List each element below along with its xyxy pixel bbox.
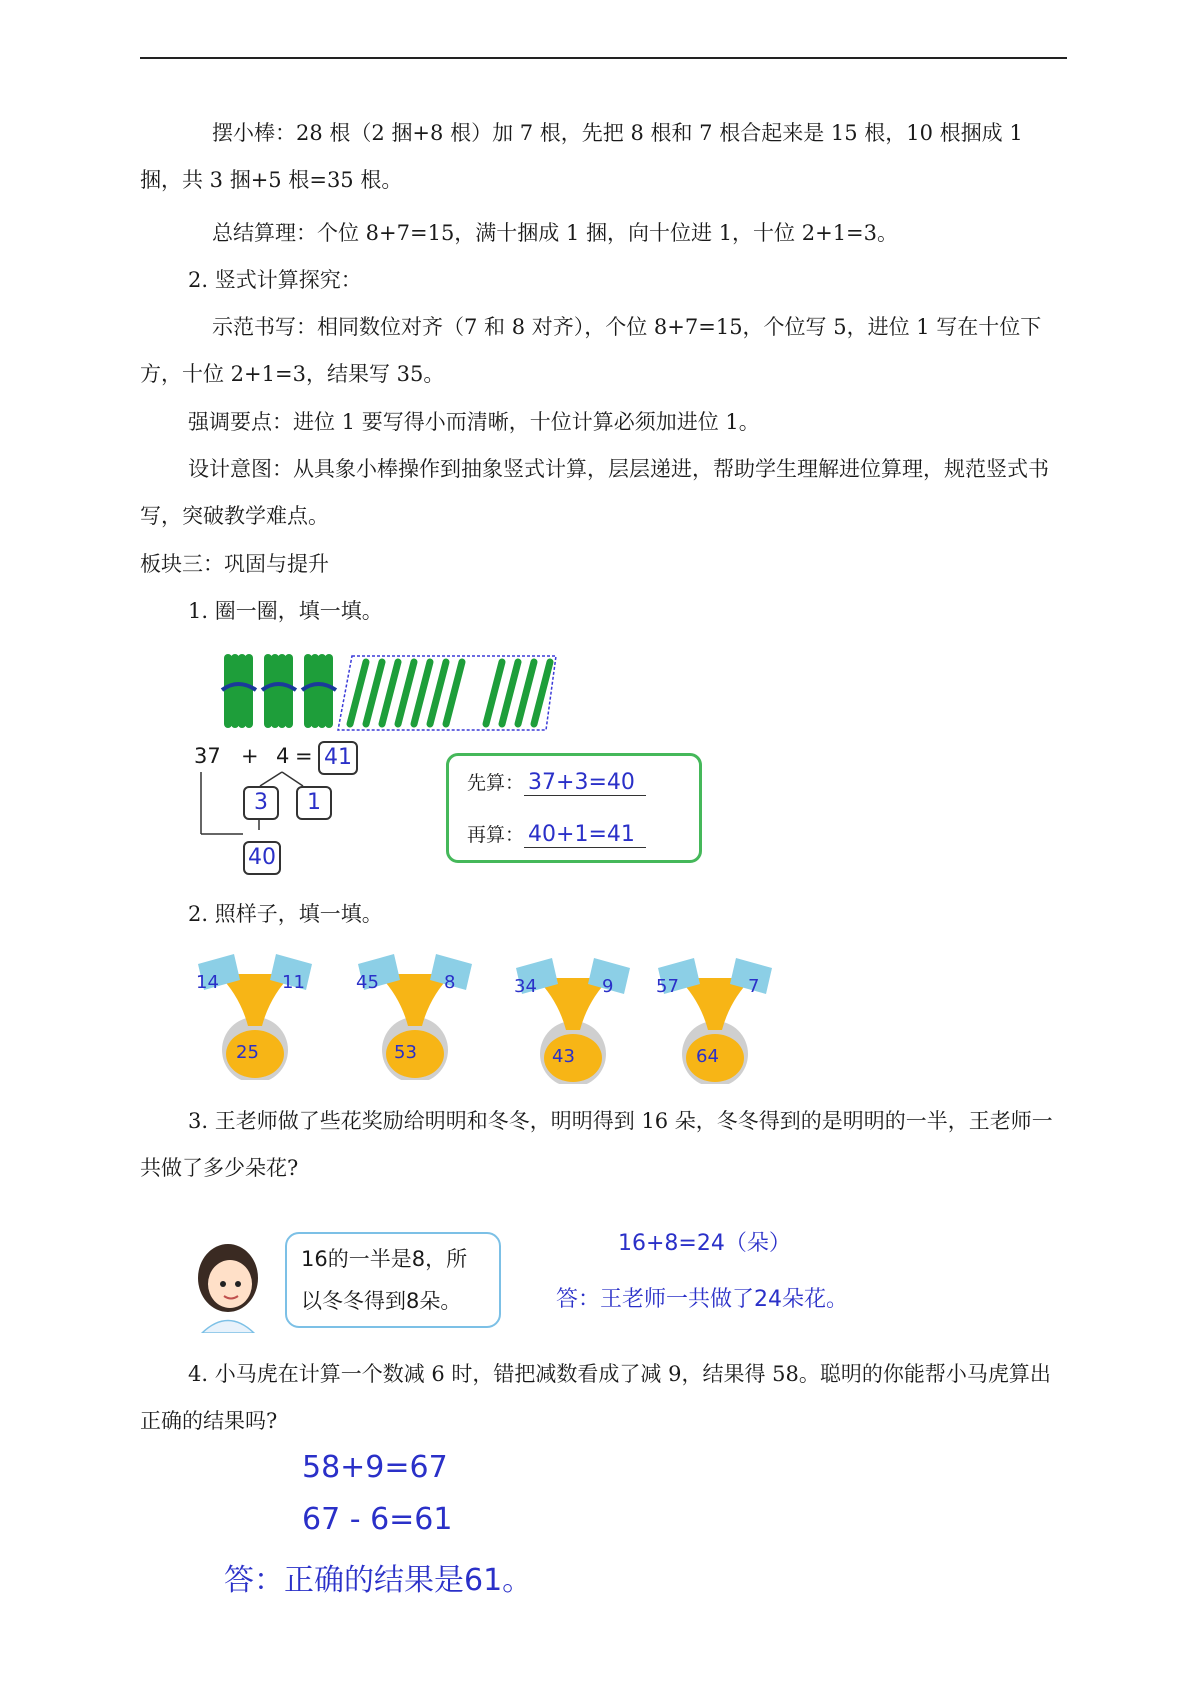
jug-left-1: 14 xyxy=(196,972,219,993)
loose-sticks-icon xyxy=(350,662,550,724)
header-rule xyxy=(140,57,1067,59)
paragraph-sticks: 摆小棒：28 根（2 捆+8 根）加 7 根，先把 8 根和 7 根合起来是 15 根，10 根捆成 1 捆，共 3 捆+5 根=35 根。 xyxy=(140,121,1023,192)
equals-sign: = xyxy=(295,744,313,768)
then-step-answer: 40+1=41 xyxy=(524,822,646,848)
exercise4-step1: 58+9=67 xyxy=(302,1450,448,1485)
paragraph-emphasis: 强调要点：进位 1 要写得小而清晰，十位计算必须加进位 1。 xyxy=(188,410,760,434)
first-step-row xyxy=(467,768,646,796)
stick-bundle-icon xyxy=(262,654,296,728)
bubble-line-2: 以冬冬得到8朵。 xyxy=(301,1289,462,1313)
pot-sum-2: 53 xyxy=(394,1042,417,1063)
jug-right-4: 7 xyxy=(748,976,760,997)
then-step-label: 再算： xyxy=(467,824,525,846)
then-step-row xyxy=(467,820,646,848)
jug-left-2: 45 xyxy=(356,972,379,993)
pot-sum-4: 64 xyxy=(696,1046,719,1067)
first-step-answer: 37+3=40 xyxy=(524,770,646,796)
jug-right-1: 11 xyxy=(282,972,305,993)
paragraph-summary: 总结算理：个位 8+7=15，满十捆成 1 捆，向十位进 1，十位 2+1=3。 xyxy=(212,221,899,245)
sticks-illustration xyxy=(218,650,568,735)
pot-sum-1: 25 xyxy=(236,1042,259,1063)
pot-sum-3: 43 xyxy=(552,1046,575,1067)
speech-bubble xyxy=(285,1232,501,1328)
paragraph-demo: 示范书写：相同数位对齐（7 和 8 对齐），个位 8+7=15，个位写 5，进位 1 写在十位下方，十位 2+1=3，结果写 35。 xyxy=(140,315,1042,386)
exercise4-step2: 67 - 6=61 xyxy=(302,1502,453,1537)
result-box: 41 xyxy=(318,741,358,775)
exercise2-title: 2. 照样子，填一填。 xyxy=(188,902,383,926)
jug-right-2: 8 xyxy=(444,972,456,993)
jug-left-3: 34 xyxy=(514,976,537,997)
partial-box-40: 40 xyxy=(243,841,281,875)
split-box-1: 1 xyxy=(296,786,332,820)
first-step-label: 先算： xyxy=(467,772,525,794)
bubble-line-1: 16的一半是8，所 xyxy=(301,1247,468,1271)
plus-sign: + xyxy=(241,744,259,768)
exercise4-question: 4. 小马虎在计算一个数减 6 时，错把减数看成了减 9，结果得 58。聪明的你能帮小马虎算出正确的结果吗? xyxy=(140,1362,1051,1433)
addend-37: 37 xyxy=(194,744,221,768)
section-title: 板块三：巩固与提升 xyxy=(140,552,329,576)
calculation-box xyxy=(446,753,702,863)
exercise3-equation: 16+8=24（朵） xyxy=(618,1231,791,1256)
jug-left-4: 57 xyxy=(656,976,679,997)
exercise3-question: 3. 王老师做了些花奖励给明明和冬冬，明明得到 16 朵，冬冬得到的是明明的一半，王老师一共做了多少朵花? xyxy=(140,1109,1053,1180)
paragraph-heading-vertical: 2. 竖式计算探究： xyxy=(188,268,362,292)
girl-avatar-icon xyxy=(188,1238,268,1333)
addend-4: 4 xyxy=(276,744,290,768)
exercise3-answer: 答：王老师一共做了24朵花。 xyxy=(556,1287,848,1312)
exercise1-title: 1. 圈一圈，填一填。 xyxy=(188,599,383,623)
stick-bundle-icon xyxy=(222,654,256,728)
exercise4-answer: 答：正确的结果是61。 xyxy=(224,1563,533,1598)
split-box-3: 3 xyxy=(243,786,279,820)
jug-right-3: 9 xyxy=(602,976,614,997)
stick-bundle-icon xyxy=(302,654,336,728)
paragraph-design-intent: 设计意图：从具象小棒操作到抽象竖式计算，层层递进，帮助学生理解进位算理，规范竖式书写，突破教学难点。 xyxy=(140,457,1049,528)
